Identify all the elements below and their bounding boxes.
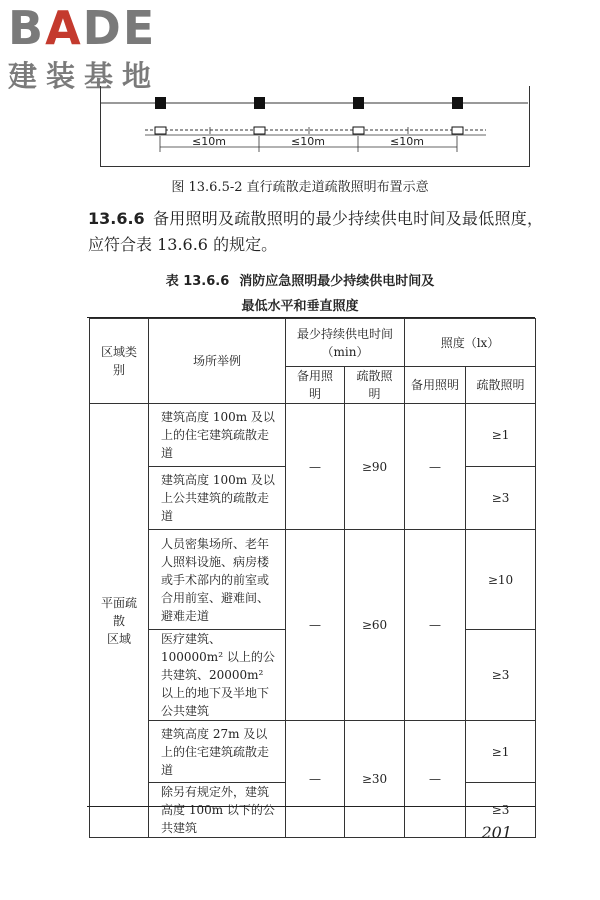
header-place-examples: 场所举例 [149, 319, 286, 404]
place-cell: 建筑高度 100m 及以上公共建筑的疏散走道 [149, 467, 286, 530]
evacuation-light-fixture [353, 127, 364, 134]
table-number: 表 13.6.6 [165, 274, 230, 289]
evacuation-light-fixture [452, 127, 463, 134]
standby-light-fixture [353, 97, 364, 109]
place-cell: 建筑高度 27m 及以上的住宅建筑疏散走道 [149, 721, 286, 783]
standby-light-fixture [452, 97, 463, 109]
standby-lux-cell: — [405, 404, 466, 530]
area-type-line: 区域 [106, 631, 131, 646]
clause-text: 备用照明及疏散照明的最少持续供电时间及最低照度，应符合表 13.6.6 的规定。 [88, 209, 543, 254]
table-row [90, 530, 536, 630]
place-cell: 医疗建筑、100000m² 以上的公共建筑、20000m² 以上的地下及半地下公共建筑 [149, 630, 286, 721]
area-type-line: 平面疏散 [100, 595, 137, 628]
evac-lux-cell: ≥1 [466, 404, 536, 467]
header-duration: 最少持续供电时间 （min） [286, 319, 405, 367]
header-standby-lux: 备用照明 [405, 367, 466, 404]
table-title-line-1: 消防应急照明最少持续供电时间及 [239, 274, 435, 289]
evac-lux-cell: ≥10 [466, 530, 536, 630]
standby-time-cell: — [286, 404, 345, 530]
clause-13-6-6 [88, 206, 543, 258]
evac-lux-cell: ≥3 [466, 783, 536, 838]
place-cell: 除另有规定外，建筑高度 100m 以下的公共建筑 [149, 783, 286, 838]
illumination-table [89, 318, 536, 838]
area-type-cell [90, 404, 149, 838]
place-cell: 人员密集场所、老年人照料设施、病房楼或手术部内的前室或合用前室、避难间、避难走道 [149, 530, 286, 630]
standby-time-cell: — [286, 530, 345, 721]
standby-lux-cell: — [405, 721, 466, 838]
header-area-type: 区域类别 [90, 319, 149, 404]
header-illuminance: 照度（lx） [405, 319, 536, 367]
evacuation-light-fixture [155, 127, 166, 134]
table-caption [0, 270, 600, 289]
header-duration-unit: （min） [321, 344, 369, 359]
evac-time-cell: ≥30 [345, 721, 405, 838]
table-header-row [90, 319, 536, 367]
standby-light-fixture [155, 97, 166, 109]
evacuation-light-fixture [254, 127, 265, 134]
bade-logo [8, 1, 161, 95]
evac-time-cell: ≥60 [345, 530, 405, 721]
spacing-label: ≤10m [390, 135, 424, 148]
place-cell: 建筑高度 100m 及以上的住宅建筑疏散走道 [149, 404, 286, 467]
evac-lux-cell: ≥1 [466, 721, 536, 783]
table-title-line-2: 最低水平和垂直照度 [241, 299, 359, 314]
spacing-label: ≤10m [291, 135, 325, 148]
logo-subtitle: 建装基地 [8, 59, 161, 93]
table-bottom-rule [87, 806, 535, 807]
standby-time-cell: — [286, 721, 345, 838]
figure-caption: 图 13.6.5-2 直行疏散走道疏散照明布置示意 [171, 180, 429, 195]
evac-lux-cell: ≥3 [466, 467, 536, 530]
table-row [90, 404, 536, 467]
evac-lux-cell: ≥3 [466, 630, 536, 721]
standby-lux-cell: — [405, 530, 466, 721]
page-number: 201 [481, 823, 512, 842]
header-standby-time: 备用照明 [286, 367, 345, 404]
standby-light-fixture [254, 97, 265, 109]
logo-brand: BADE [8, 1, 157, 55]
evacuation-lighting-diagram [100, 86, 530, 168]
table-row [90, 721, 536, 783]
evac-time-cell: ≥90 [345, 404, 405, 530]
header-evac-time: 疏散照明 [345, 367, 405, 404]
header-evac-lux: 疏散照明 [466, 367, 536, 404]
table-top-rule [87, 317, 535, 318]
spacing-label: ≤10m [192, 135, 226, 148]
clause-number: 13.6.6 [88, 209, 145, 228]
